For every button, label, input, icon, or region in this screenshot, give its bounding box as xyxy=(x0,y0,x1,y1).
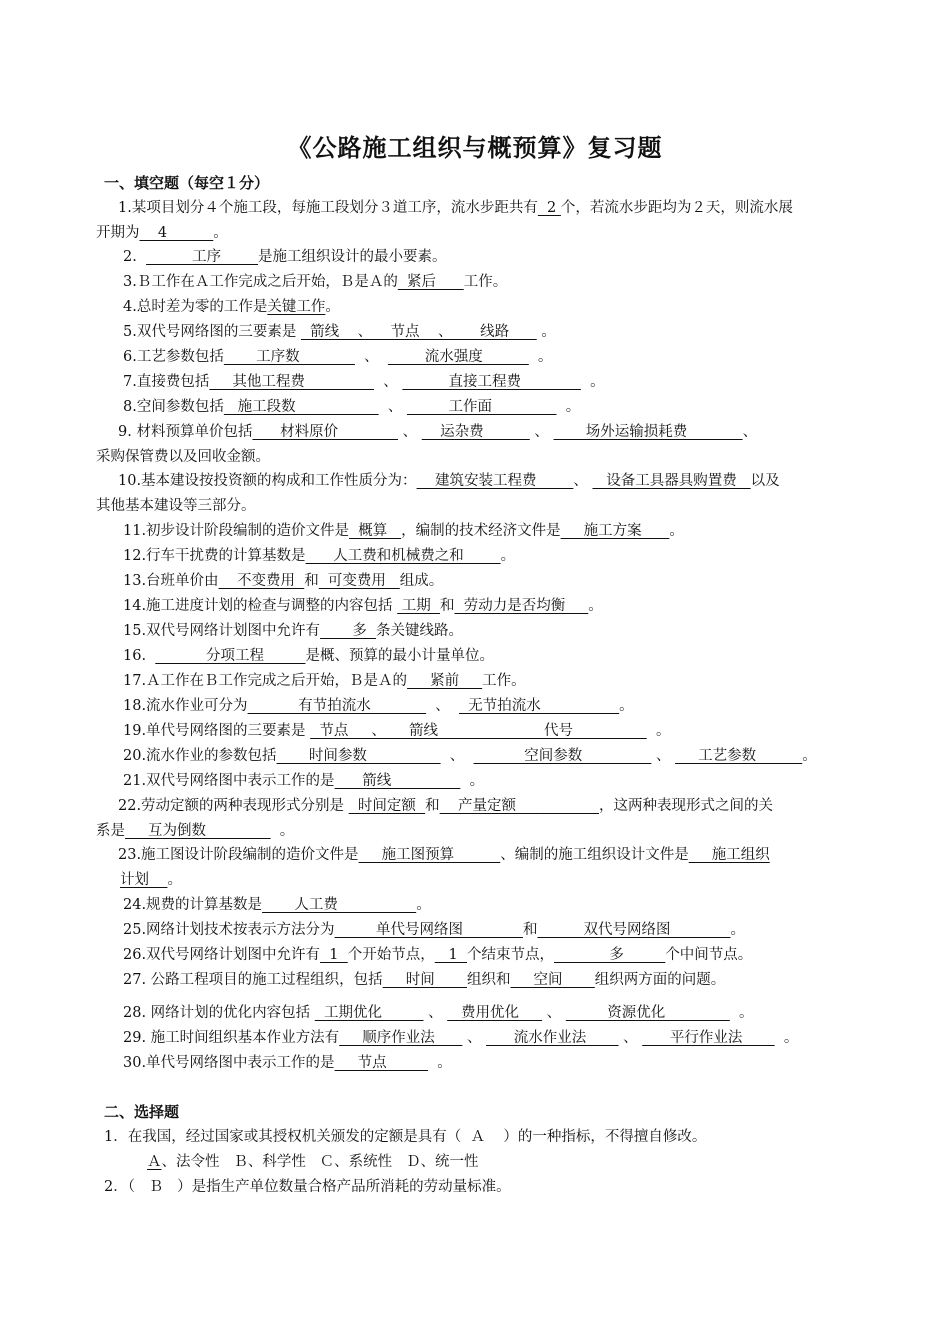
answer: 空间 xyxy=(510,972,595,988)
answer: 紧前 xyxy=(407,673,483,689)
document-title: 《公路施工组织与概预算》复习题 xyxy=(287,134,663,162)
question-13: 13.台班单价由 不变费用 和 可变费用 组成。 xyxy=(123,573,444,589)
answer: 分项工程 xyxy=(155,648,306,664)
answer: 工艺参数 xyxy=(675,748,803,764)
question-26: 26.双代号网络计划图中允许有 1 个开始节点， 1 个结束节点， 多 个中间节点。 xyxy=(123,947,753,963)
question-15: 15.双代号网络计划图中允许有 多 条关键线路。 xyxy=(123,623,464,639)
answer: 施工段数 xyxy=(223,399,379,415)
section-heading-fill-blank: 一、填空题（每空１分） xyxy=(104,174,270,192)
answer: 施工图预算 xyxy=(358,847,501,863)
question-2: 2. 工序 是施工组织设计的最小要素。 xyxy=(123,249,447,265)
answer: 顺序作业法 xyxy=(339,1030,463,1046)
choice-question-1: 1．在我国，经过国家或其授权机关颁发的定额是具有（ Ａ ）的一种指标，不得擅自修改。 xyxy=(104,1129,707,1145)
answer: 可变费用 xyxy=(318,573,400,589)
answer: 箭线 xyxy=(334,773,461,789)
answer: 场外运输损耗费 xyxy=(553,424,743,440)
section-heading-choice: 二、选择题 xyxy=(104,1103,180,1121)
question-12: 12.行车干扰费的计算基数是 人工费和机械费之和 。 xyxy=(123,548,516,564)
answer: 空间参数 xyxy=(473,748,652,764)
question-14: 14.施工进度计划的检查与调整的内容包括 工期 和 劳动力是否均衡 。 xyxy=(123,598,603,614)
answer: Ａ xyxy=(147,1154,162,1170)
answer: 时间 xyxy=(382,972,467,988)
question-11: 11.初步设计阶段编制的造价文件是 概算 ，编制的技术经济文件是 施工方案 。 xyxy=(123,523,684,539)
answer: 其他工程费 xyxy=(209,374,375,390)
answer: 人工费和机械费之和 xyxy=(305,548,501,564)
question-25: 25.网络计划技术按表示方法分为 单代号网络图 和 双代号网络图 。 xyxy=(123,922,745,938)
answer: 人工费 xyxy=(262,897,417,913)
answer: 资源优化 xyxy=(565,1005,730,1021)
answer: 箭线 、 节点 、 线路 xyxy=(300,324,537,340)
question-16: 16. 分项工程 是概、预算的最小计量单位。 xyxy=(123,648,494,664)
choice-question-2: 2．（ Ｂ ）是指生产单位数量合格产品所消耗的劳动量标准。 xyxy=(104,1179,511,1195)
answer: 节点 xyxy=(334,1055,429,1071)
answer: 2 xyxy=(537,200,561,216)
answer: 流水作业法 xyxy=(486,1030,619,1046)
question-28: 28. 网络计划的优化内容包括 工期优化 、 费用优化 、 资源优化 。 xyxy=(123,1005,754,1021)
answer: 单代号网络图 xyxy=(334,922,523,938)
answer: 互为倒数 xyxy=(125,822,271,839)
answer: 时间定额 xyxy=(348,798,426,814)
question-7: 7.直接费包括 其他工程费 、 直接工程费 。 xyxy=(123,374,605,390)
answer: 平行作业法 xyxy=(642,1030,775,1046)
answer: 多 xyxy=(320,623,377,639)
answer: 工序数 xyxy=(223,349,355,365)
question-18: 18.流水作业可分为 有节拍流水 、 无节拍流水 。 xyxy=(123,698,634,714)
question-9: 9. 材料预算单价包括 材料原价 、 运杂费 、 场外运输损耗费 、 采购保管费以及回收金额。 xyxy=(96,424,758,465)
question-27: 27. 公路工程项目的施工过程组织，包括 时间 组织和 空间 组织两方面的问题。 xyxy=(123,972,726,988)
answer: 费用优化 xyxy=(447,1005,543,1021)
question-4: 4.总时差为零的工作是关键工作。 xyxy=(123,299,340,315)
question-10: 10.基本建设按投资额的构成和工作性质分为： 建筑安装工程费 、 设备工具器具购置费 以及 其他基本建设等三部分。 xyxy=(96,473,780,514)
answer: 关键工作 xyxy=(267,299,326,315)
question-6: 6.工艺参数包括 工序数 、 流水强度 。 xyxy=(123,349,553,365)
answer: 4 xyxy=(139,224,214,241)
question-1: 1.某项目划分４个施工段，每施工段划分３道工序，流水步距共有 2 个，若流水步距均为２天，则流水展 开期为 4 。 xyxy=(96,200,793,241)
answer: 工序 xyxy=(146,249,259,265)
answer: 1 xyxy=(434,947,468,963)
question-24: 24.规费的计算基数是 人工费 。 xyxy=(123,897,431,913)
answer: 概算 xyxy=(349,523,402,539)
answer: 节点 、 箭线 代号 xyxy=(310,723,647,739)
answer: 工期优化 xyxy=(314,1005,424,1021)
answer: 产量定额 xyxy=(439,798,540,814)
answer: 劳动力是否均衡 xyxy=(454,598,589,614)
answer: 施工方案 xyxy=(560,523,670,539)
question-19: 19.单代号网络图的三要素是 节点 、 箭线 代号 。 xyxy=(123,723,671,739)
answer: 建筑安装工程费 xyxy=(416,473,574,489)
answer: 不变费用 xyxy=(218,573,305,589)
answer: 时间参数 xyxy=(276,748,441,764)
question-5: 5.双代号网络图的三要素是 箭线 、 节点 、 线路 。 xyxy=(123,324,556,340)
answer: 工期 xyxy=(397,598,440,614)
answer: 设备工具器具购置费 xyxy=(592,473,751,489)
answer: 流水强度 xyxy=(387,349,529,365)
answer: 紧后 xyxy=(397,274,464,290)
question-21: 21.双代号网络图中表示工作的是 箭线 。 xyxy=(123,773,485,789)
question-22: 22.劳动定额的两种表现形式分别是 时间定额 和 产量定额 ，这两种表现形式之间的关 系是 互为倒数 。 xyxy=(96,798,774,839)
question-8: 8.空间参数包括 施工段数 、 工作面 。 xyxy=(123,399,581,415)
answer: 1 xyxy=(320,947,348,963)
answer: 施工组织 xyxy=(688,847,770,863)
answer: 双代号网络图 xyxy=(537,922,731,938)
answer: 无节拍流水 xyxy=(459,698,620,714)
answer: 计划 xyxy=(120,871,168,888)
answer: 有节拍流水 xyxy=(247,698,427,714)
answer: 工作面 xyxy=(406,399,557,415)
question-23: 23.施工图设计阶段编制的造价文件是 施工图预算 、编制的施工组织设计文件是 施工组织 计划 。 xyxy=(118,847,770,888)
answer: 多 xyxy=(554,947,666,963)
choice-question-1-options: Ａ、法令性 Ｂ、科学性 Ｃ、系统性 Ｄ、统一性 xyxy=(147,1154,479,1170)
answer: 材料原价 xyxy=(252,424,399,440)
question-17: 17.Ａ工作在Ｂ工作完成之后开始，Ｂ是Ａ的 紧前 工作。 xyxy=(123,673,526,689)
answer: 运杂费 xyxy=(421,424,530,440)
question-20: 20.流水作业的参数包括 时间参数 、 空间参数 、 工艺参数 。 xyxy=(123,748,817,764)
question-29: 29. 施工时间组织基本作业方法有 顺序作业法 、 流水作业法 、 平行作业法 。 xyxy=(123,1030,799,1046)
question-3: 3.Ｂ工作在Ａ工作完成之后开始，Ｂ是Ａ的 紧后 工作。 xyxy=(123,274,508,290)
answer: 直接工程费 xyxy=(402,374,581,390)
question-30: 30.单代号网络图中表示工作的是 节点 。 xyxy=(123,1055,452,1071)
